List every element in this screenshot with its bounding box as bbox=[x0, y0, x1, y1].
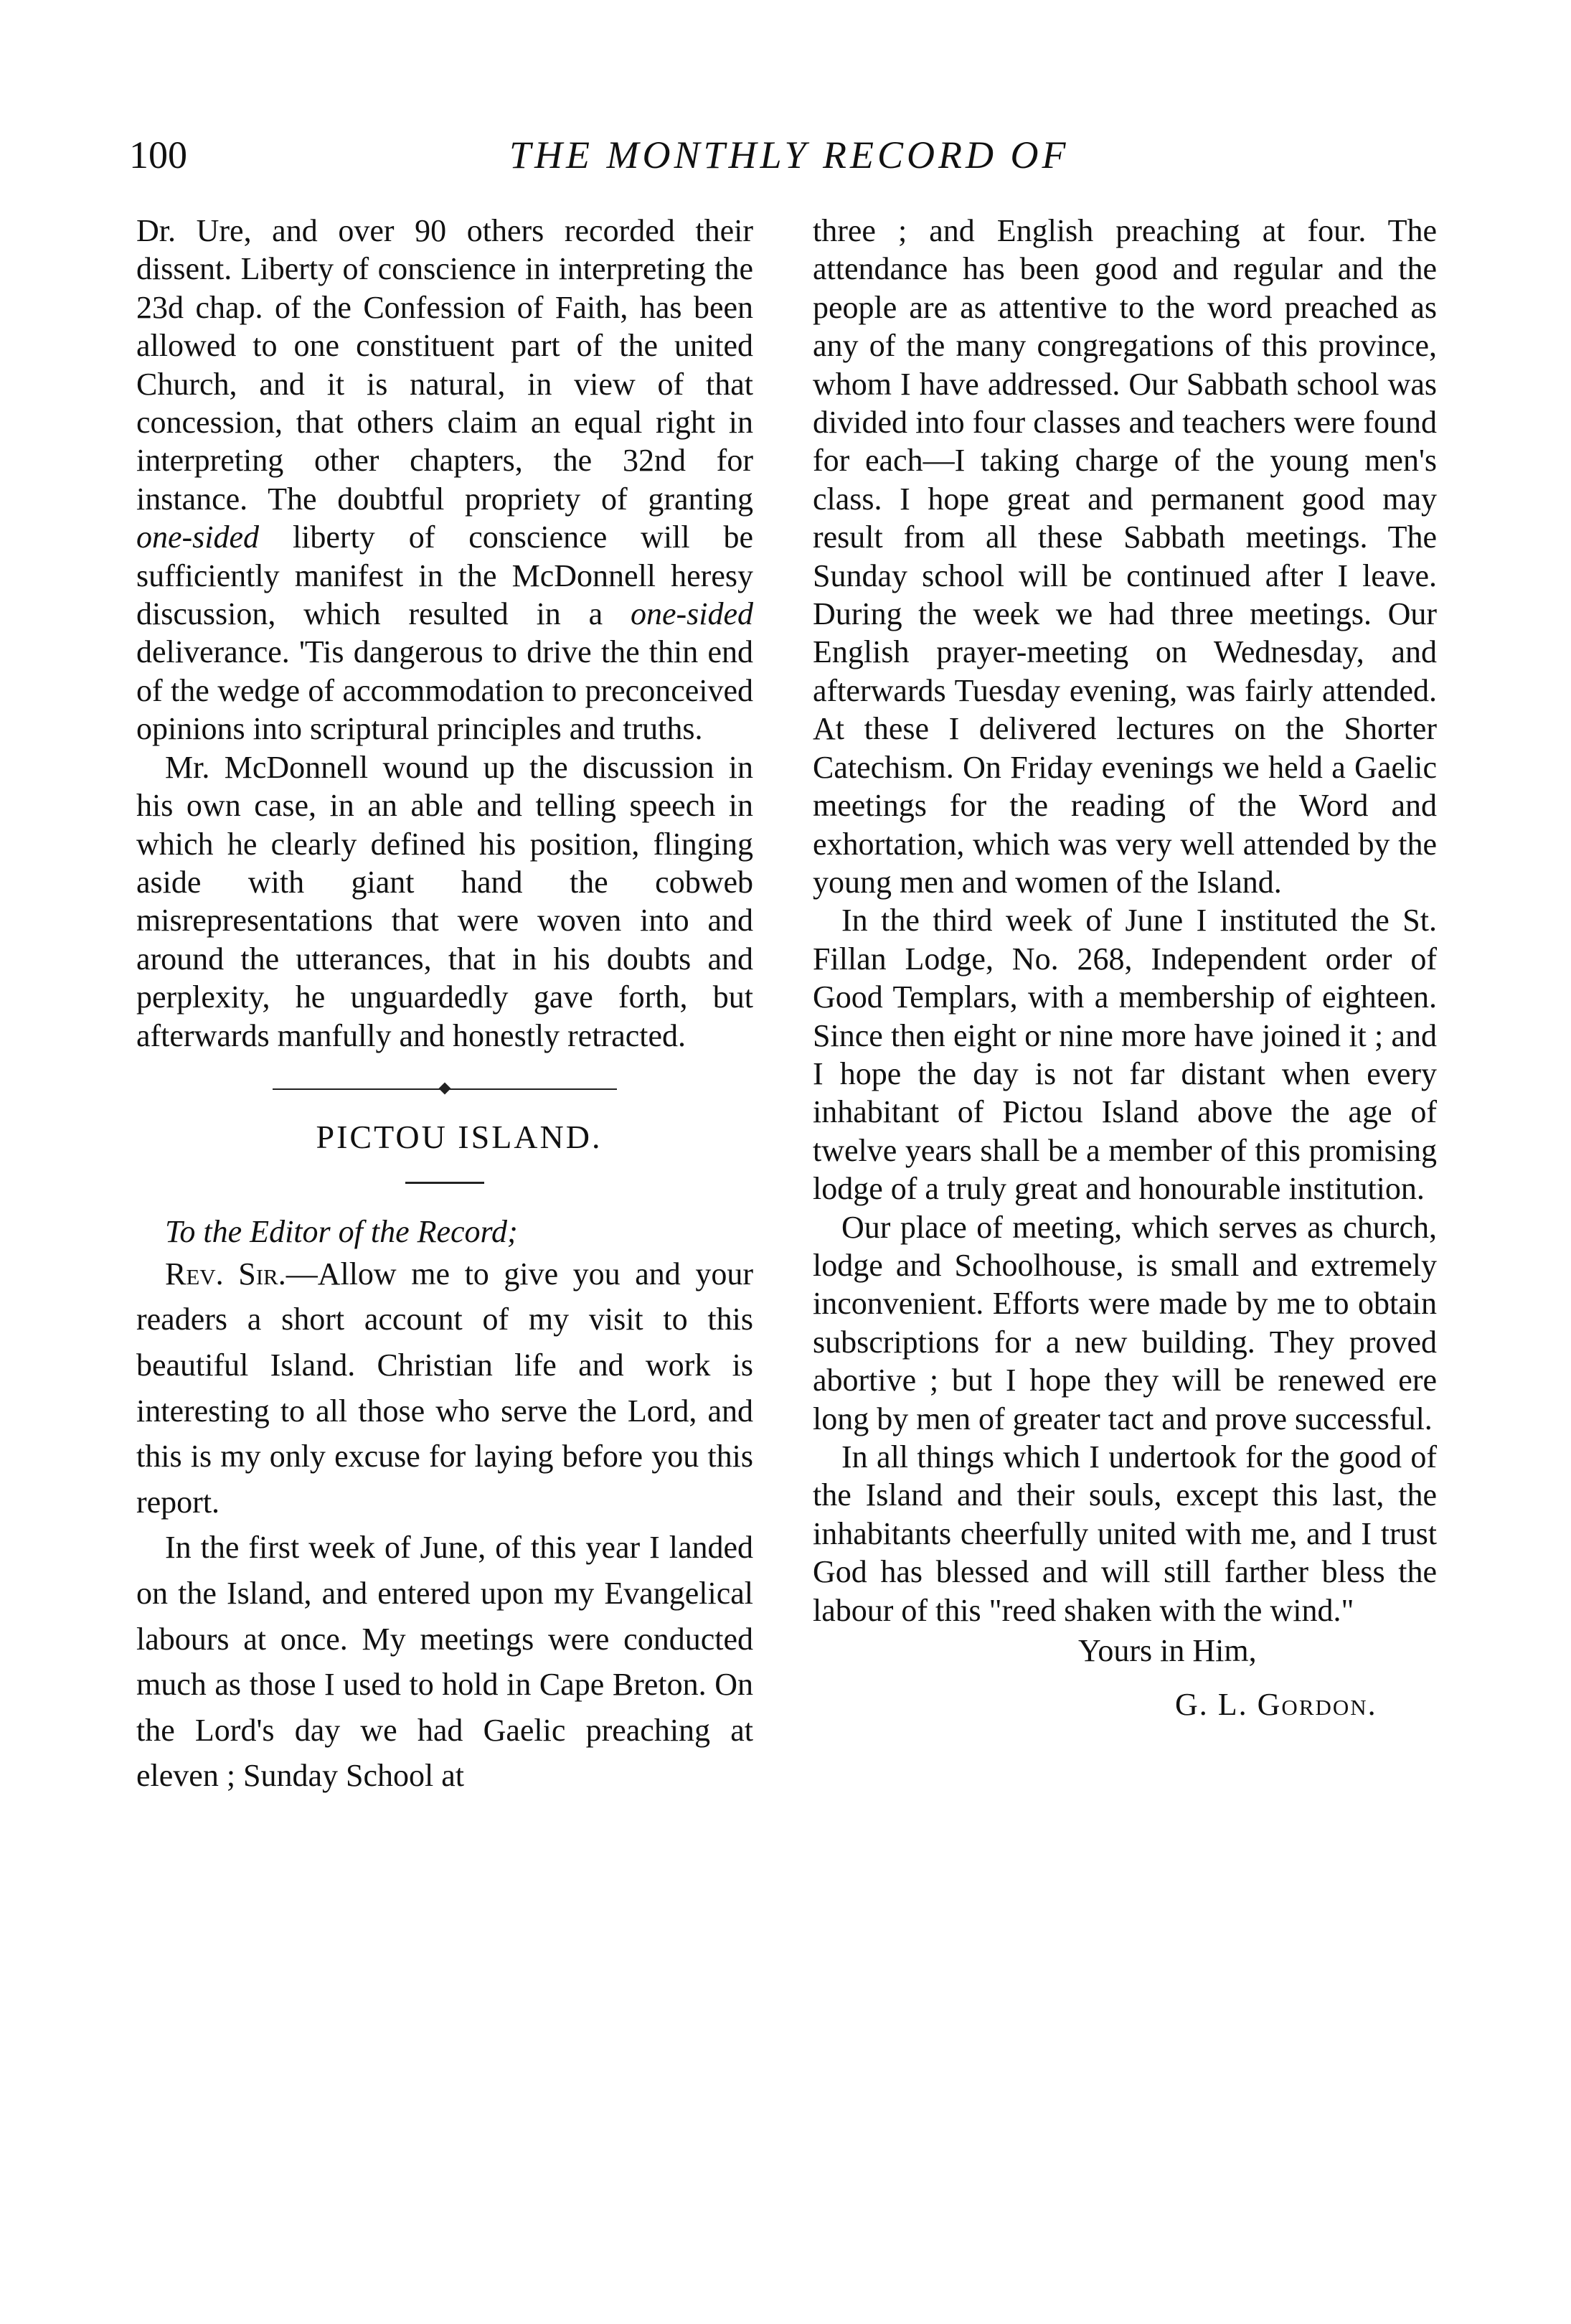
page-header bbox=[129, 133, 1442, 183]
paragraph: Mr. McDonnell wound up the discussion in his own case, in an able and telling speech in which he clearly defined his position, flinging aside with giant hand the cobweb misrepresentations that were woven into and around the utterances, that in his doubts and perplexity, he unguardedly gave forth, but afterwards manfully and honestly retracted. bbox=[136, 749, 753, 1053]
letter-body bbox=[136, 1251, 753, 1799]
paragraph: In the first week of June, of this year I landed on the Island, and entered upon my Evangelical labours at once. My meetings were conducted much as those I used to hold in Cape Breton. On the Lord's day we had Gaelic preaching at eleven ; Sunday School at bbox=[136, 1530, 753, 1794]
paragraph: Dr. Ure, and over 90 others recorded their dissent. Liberty of conscience in interpreting the 23d chap. of the Confession of Faith, has been allowed to one constituent part of the united Church, and it is natural, in view of that concession, that others claim an equal right in interpreting other chapters, the 32nd for instance. The doubtful propriety of granting one-sided liberty of conscience will be sufficiently manifest in the McDonnell heresy discussion, which resulted in a one-sided deliverance. 'Tis dangerous to drive the thin end of the wedge of accommodation to preconceived opinions into scriptural principles and truths. bbox=[136, 213, 753, 747]
letter-closing: Yours in Him, bbox=[1078, 1633, 1257, 1669]
left-column bbox=[136, 212, 753, 1799]
emphasis: one-sided bbox=[630, 596, 753, 632]
paragraph: three ; and English preaching at four. The attendance has been good and regular and the people are as attentive to the word preached as any of the many congregations of this province, whom I have addressed. Our Sabbath school was divided into four classes and teachers were found for each—I taking charge of the young men's class. I hope great and permanent good may result from all these Sabbath meetings. The Sunday school will be continued after I leave. During the week we had three meetings. Our English prayer-meeting on Wednesday, and afterwards Tuesday evening, was fairly attended. At these I delivered lectures on the Shorter Catechism. On Friday evenings we held a Gaelic meetings for the reading of the Word and exhortation, which was very well attended by the young men and women of the Island. bbox=[813, 213, 1437, 900]
emphasis: one-sided bbox=[136, 519, 260, 555]
section-title: PICTOU ISLAND. bbox=[316, 1118, 603, 1155]
ornamental-divider bbox=[273, 1082, 617, 1096]
running-title: THE MONTHLY RECORD OF bbox=[509, 133, 1070, 177]
page-number: 100 bbox=[129, 133, 187, 177]
paragraph: In the third week of June I instituted the St. Fillan Lodge, No. 268, Independent order of Good Templars, with a membership of eighteen. Since then eight or nine more have joined it ; and I hope the day is not far distant when every inhabitant of Pictou Island above the age of twelve years shall be a member of this promising lodge of a truly great and honourable institution. bbox=[813, 903, 1437, 1207]
paragraph: In all things which I undertook for the good of the Island and their souls, except this last, the inhabitants cheerfully united with me, and I trust God has blessed and will still farther bless the labour of this "reed shaken with the wind." bbox=[813, 1439, 1437, 1628]
salutation: Rev. Sir. bbox=[165, 1256, 286, 1292]
paragraph: Our place of meeting, which serves as church, lodge and Schoolhouse, is small and extremely inconvenient. Efforts were made by me to obtain subscriptions for a new building. They proved abortive ; but I hope they will be renewed ere long by men of greater tact and prove successful. bbox=[813, 1209, 1437, 1436]
right-column bbox=[813, 212, 1437, 1737]
letter-address: To the Editor of the Record; bbox=[165, 1214, 518, 1250]
signature: G. L. Gordon. bbox=[1175, 1687, 1377, 1723]
paragraph: Rev. Sir.—Allow me to give you and your readers a short account of my visit to this beautiful Island. Christian life and work is interesting to all those who serve the Lord, and this is my only excuse for laying before you this report. bbox=[136, 1256, 753, 1520]
short-divider bbox=[405, 1182, 484, 1184]
